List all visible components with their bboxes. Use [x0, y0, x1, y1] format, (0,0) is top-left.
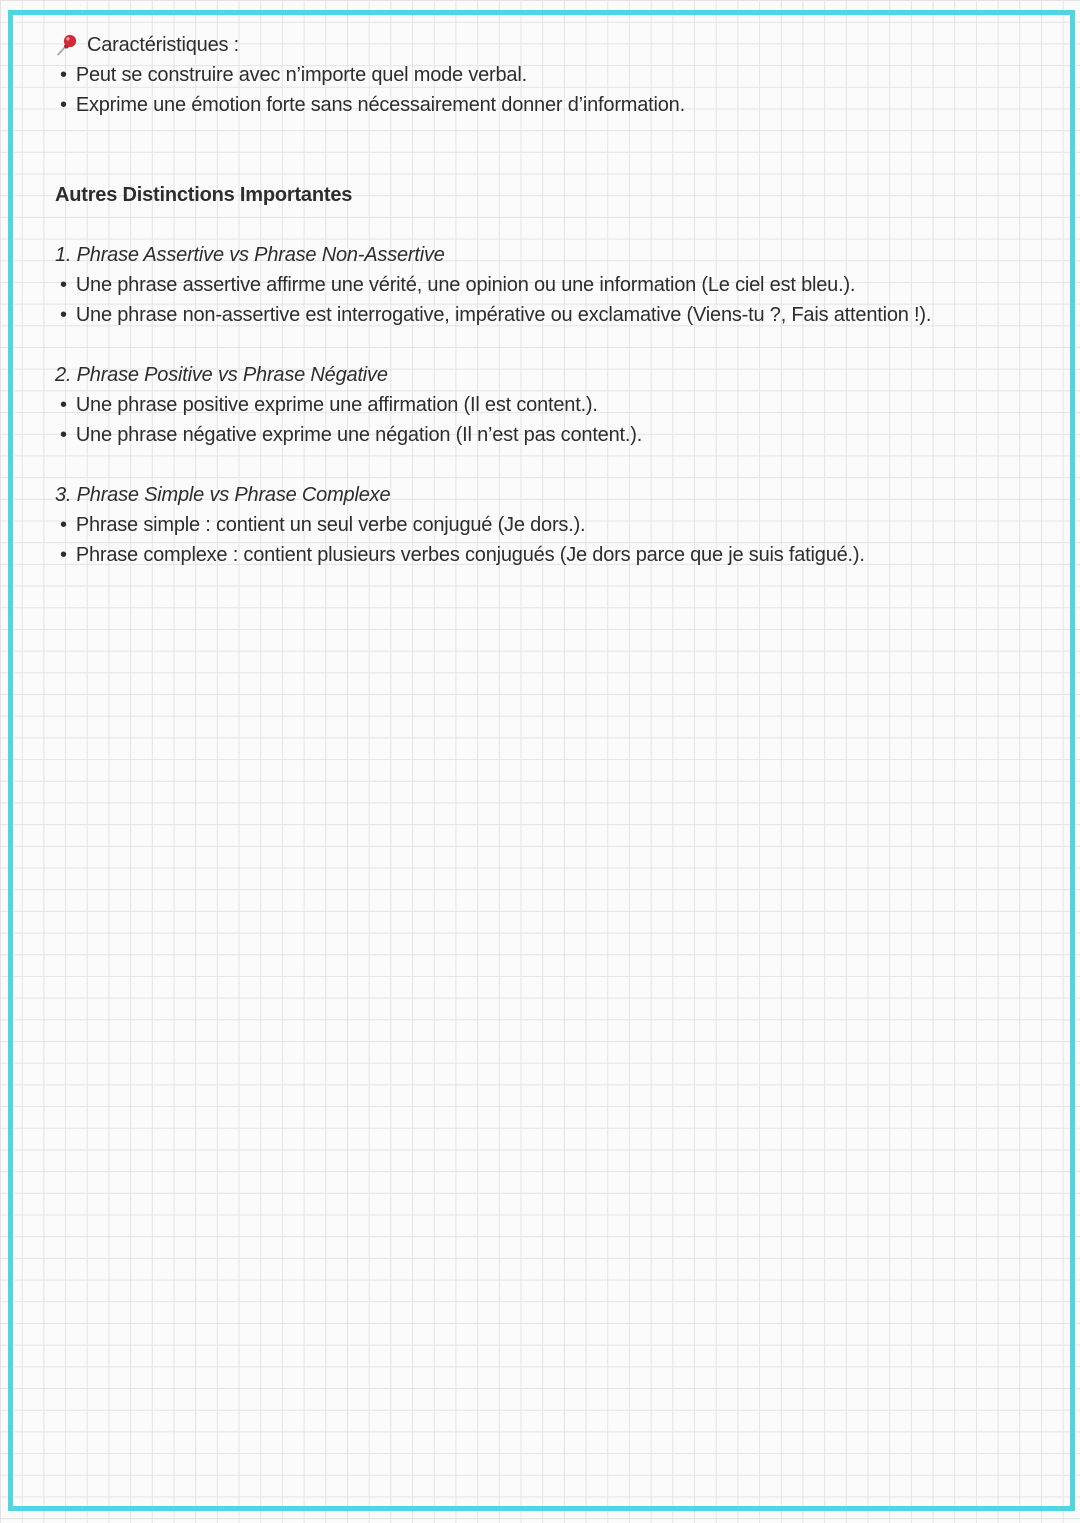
- section-title-3: 3. Phrase Simple vs Phrase Complexe: [55, 484, 391, 506]
- section-1-bullet-2: [55, 300, 1066, 330]
- bullet-text: Une phrase positive exprime une affirmation (Il est content.).: [75, 394, 598, 416]
- bullet-glyph: •: [60, 424, 67, 446]
- section-3-bullet-1: [55, 510, 1066, 540]
- bullet-glyph: •: [60, 544, 67, 566]
- characteristics-title: Caractéristiques :: [87, 34, 240, 56]
- bullet-text: Peut se construire avec n’importe quel mode verbal.: [75, 64, 527, 86]
- characteristics-bullet-1: [55, 60, 1066, 90]
- bullet-text: Phrase complexe : contient plusieurs verbes conjugués (Je dors parce que je suis fatigué.).: [75, 544, 865, 566]
- bullet-text: Une phrase négative exprime une négation (Il n’est pas content.).: [75, 424, 643, 446]
- bullet-text: Une phrase non-assertive est interrogative, impérative ou exclamative (Viens-tu ?, Fais attention !).: [75, 304, 932, 326]
- bullet-text: Exprime une émotion forte sans nécessairement donner d’information.: [75, 94, 685, 116]
- bullet-glyph: •: [60, 304, 67, 326]
- bullet-text: Une phrase assertive affirme une vérité, une opinion ou une information (Le ciel est bleu.).: [75, 274, 856, 296]
- bullet-glyph: •: [60, 394, 67, 416]
- notes-content: [55, 30, 1066, 570]
- main-heading: Autres Distinctions Importantes: [55, 184, 353, 206]
- bullet-glyph: •: [60, 94, 67, 116]
- section-title-1: 1. Phrase Assertive vs Phrase Non-Assertive: [55, 244, 445, 266]
- section-3-bullet-2: [55, 540, 1066, 570]
- bullet-glyph: •: [60, 64, 67, 86]
- section-title-2: 2. Phrase Positive vs Phrase Négative: [55, 364, 388, 386]
- bullet-text: Phrase simple : contient un seul verbe conjugué (Je dors.).: [75, 514, 586, 536]
- section-1-bullet-1: [55, 270, 1066, 300]
- pushpin-icon: [55, 33, 79, 57]
- bullet-glyph: •: [60, 274, 67, 296]
- bullet-glyph: •: [60, 514, 67, 536]
- section-2-bullet-2: [55, 420, 1066, 450]
- section-2-bullet-1: [55, 390, 1066, 420]
- characteristics-bullet-2: [55, 90, 1066, 120]
- characteristics-title-line: [55, 30, 1066, 60]
